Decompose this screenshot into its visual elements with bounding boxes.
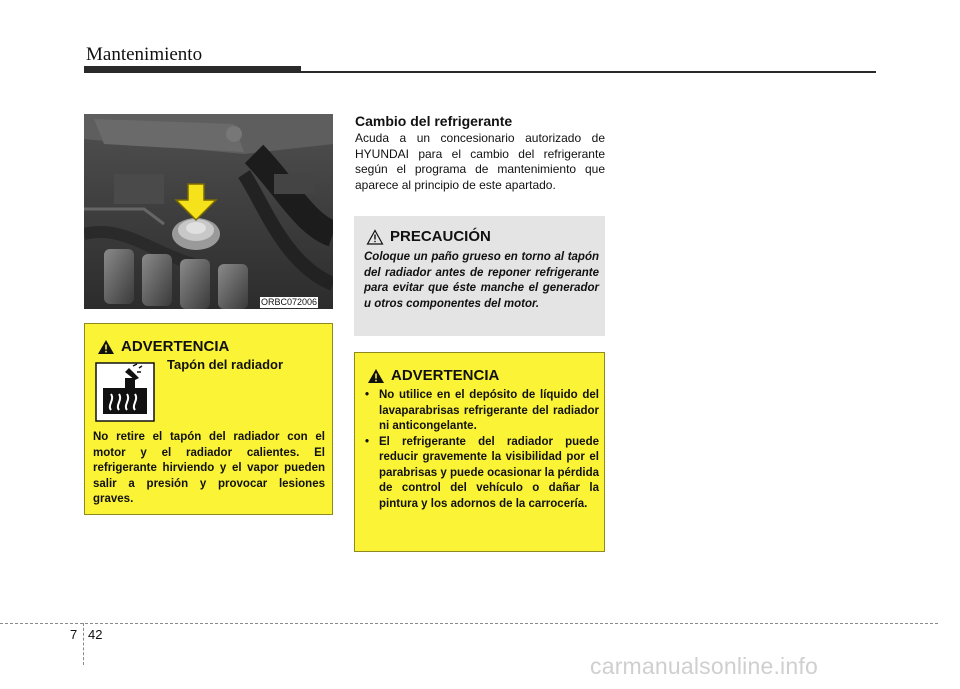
warning-list-item: • El refrigerante del radiador puede reducir gravemente la visibilidad por el parabrisas y puede ocasionar la pérdida de control del vehículo o dañar la pintura y los adornos de la carrocería. <box>363 435 599 513</box>
section-title: Cambio del refrigerante <box>355 113 513 129</box>
warning-triangle-icon <box>367 368 385 384</box>
chapter-number: 7 <box>70 627 78 642</box>
warning-heading-text: ADVERTENCIA <box>121 338 230 355</box>
warning-heading-text: ADVERTENCIA <box>391 367 500 384</box>
warning-heading <box>97 338 229 355</box>
caution-body-text: Coloque un paño grueso en torno al tapón del radiador antes de reponer refrigerante para evitar que éste manche el generador u otros componentes del motor. <box>364 251 599 310</box>
warning-body-text: No retire el tapón del radiador con el motor y el radiador calientes. El refrigerante hirviendo y el vapor pueden salir a presión y provocar lesiones graves. <box>93 431 325 505</box>
engine-photo <box>84 114 333 309</box>
caution-heading <box>366 228 491 245</box>
footer-divider <box>83 623 84 665</box>
watermark-text: carmanualsonline.info <box>590 653 818 679</box>
warning-heading <box>367 367 499 384</box>
header-rule <box>301 71 876 73</box>
hot-radiator-icon <box>95 362 155 422</box>
warning-list-item: • No utilice en el depósito de líquido del lavaparabrisas refrigerante del radiador ni anticongelante. <box>363 388 599 435</box>
warning-box-washer-fluid <box>354 352 605 552</box>
caution-box <box>354 216 605 336</box>
warning-list <box>363 388 599 512</box>
caution-heading-text: PRECAUCIÓN <box>390 228 491 245</box>
engine-bay-illustration <box>84 114 333 309</box>
caution-triangle-icon <box>366 229 384 245</box>
warning-triangle-icon <box>97 339 115 355</box>
warning-subheading: Tapón del radiador <box>167 357 284 372</box>
photo-reference-code: ORBC072006 <box>261 297 318 307</box>
footer-rule <box>0 623 938 624</box>
page-number: 42 <box>88 627 103 642</box>
page-header-title: Mantenimiento <box>86 44 203 65</box>
header-bar <box>84 66 301 73</box>
warning-box-radiator-cap <box>84 323 333 515</box>
section-body: Acuda a un concesionario autorizado de HYUNDAI para el cambio del refrigerante según el programa de mantenimiento que aparece al principio de este apartado. <box>355 131 605 192</box>
